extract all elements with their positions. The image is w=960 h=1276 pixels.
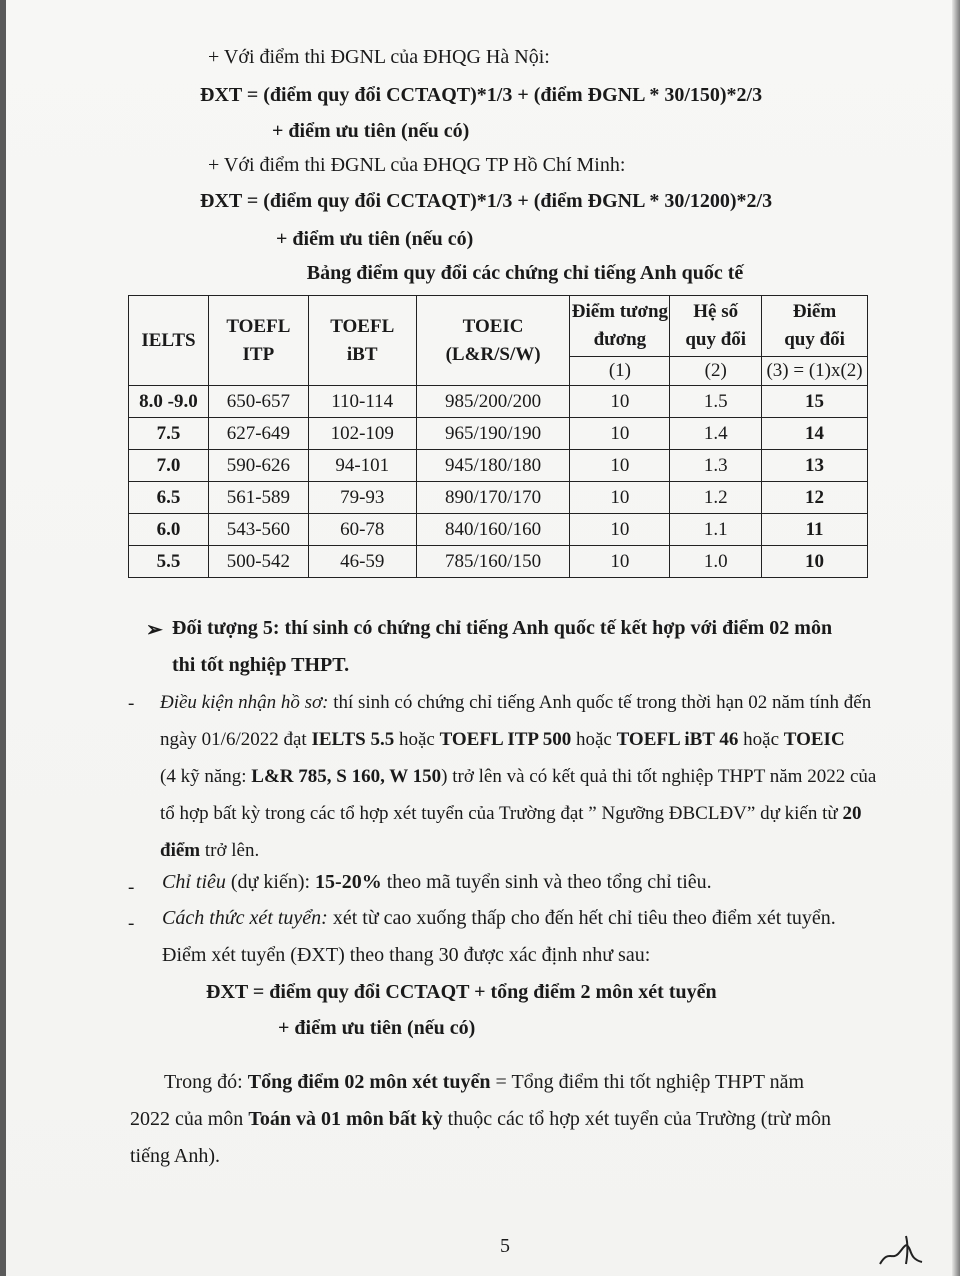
condition-paragraph: Điều kiện nhận hồ sơ: thí sinh có chứng chỉ tiếng Anh quốc tế trong thời hạn 02 năm tính đến ngày 01/6/2022 đạt IELTS 5.5 hoặc TOEFL ITP 500 hoặc TOEFL iBT 46 hoặc TOEIC (4 kỹ năng: L&R 785, S 160, W 150) trở lên và có kết quả thi tốt nghiệp THPT năm 2022 của tổ hợp bất kỳ trong các tổ hợp xét tuyển của Trường đạt ” Ngưỡng ĐBCLĐV” dự kiến từ 20 điểm trở lên. xyxy=(160,692,877,861)
cell-ielts: 6.5 xyxy=(129,482,209,514)
formula-hn-intro: + Với điểm thi ĐGNL của ĐHQG Hà Nội: xyxy=(208,46,550,68)
group5-bullet: ➢ xyxy=(146,619,163,641)
cell-converted-score: 11 xyxy=(762,514,868,546)
formula-hcm-line1: ĐXT = (điểm quy đổi CCTAQT)*1/3 + (điểm ĐGNL * 30/1200)*2/3 xyxy=(200,190,773,212)
table-row xyxy=(129,482,868,514)
cell-toefl-ibt: 46-59 xyxy=(308,546,416,578)
page-number: 5 xyxy=(500,1235,510,1257)
cell-ielts: 7.0 xyxy=(129,450,209,482)
cell-toeic: 785/160/150 xyxy=(416,546,570,578)
header-toeic: TOEIC (L&R/S/W) xyxy=(416,296,570,386)
cell-toefl-ibt: 60-78 xyxy=(308,514,416,546)
method-formula-line1: ĐXT = điểm quy đổi CCTAQT + tổng điểm 2 môn xét tuyển xyxy=(206,981,717,1003)
cell-converted-score: 13 xyxy=(762,450,868,482)
formula-hcm-line2: + điểm ưu tiên (nếu có) xyxy=(276,228,474,250)
formula-hcm-intro: + Với điểm thi ĐGNL của ĐHQG TP Hồ Chí Minh: xyxy=(208,154,626,176)
method-formula-line2: + điểm ưu tiên (nếu có) xyxy=(278,1017,476,1039)
cell-equivalent: 10 xyxy=(570,514,670,546)
cell-toefl-itp: 561-589 xyxy=(208,482,308,514)
signature-mark xyxy=(870,1230,930,1270)
formula-hn-line1: ĐXT = (điểm quy đổi CCTAQT)*1/3 + (điểm ĐGNL * 30/150)*2/3 xyxy=(200,84,763,106)
cell-converted-score: 10 xyxy=(762,546,868,578)
dash-method: - xyxy=(128,913,135,934)
cell-coefficient: 1.1 xyxy=(670,514,762,546)
condition-label: Điều kiện nhận hồ sơ: xyxy=(160,692,329,713)
cell-ielts: 8.0 -9.0 xyxy=(129,386,209,418)
cell-equivalent: 10 xyxy=(570,386,670,418)
table-row xyxy=(129,386,868,418)
cell-ielts: 7.5 xyxy=(129,418,209,450)
header-sub-3: (3) = (1)x(2) xyxy=(762,357,868,386)
cell-equivalent: 10 xyxy=(570,482,670,514)
cell-toefl-itp: 650-657 xyxy=(208,386,308,418)
header-converted: Điểm quy đổi xyxy=(762,296,868,357)
cell-converted-score: 12 xyxy=(762,482,868,514)
cell-toeic: 890/170/170 xyxy=(416,482,570,514)
cell-ielts: 6.0 xyxy=(129,514,209,546)
header-equivalent: Điểm tương đương xyxy=(570,296,670,357)
cell-equivalent: 10 xyxy=(570,418,670,450)
header-toefl-ibt: TOEFL iBT xyxy=(308,296,416,386)
table-title: Bảng điểm quy đổi các chứng chỉ tiếng Anh quốc tế xyxy=(306,262,744,284)
cell-ielts: 5.5 xyxy=(129,546,209,578)
conversion-table xyxy=(128,295,868,578)
cell-coefficient: 1.3 xyxy=(670,450,762,482)
note-paragraph: Trong đó: Tổng điểm 02 môn xét tuyển = Tổng điểm thi tốt nghiệp THPT năm 2022 của môn Toán và 01 môn bất kỳ thuộc các tổ hợp xét tuyển của Trường (trừ môn tiếng Anh). xyxy=(130,1071,831,1167)
table-row xyxy=(129,514,868,546)
header-ielts: IELTS xyxy=(129,296,209,386)
group5-heading-line2: thi tốt nghiệp THPT. xyxy=(172,654,350,676)
header-sub-2: (2) xyxy=(670,357,762,386)
cell-toefl-itp: 543-560 xyxy=(208,514,308,546)
cell-toefl-ibt: 79-93 xyxy=(308,482,416,514)
table-row xyxy=(129,546,868,578)
cell-toefl-itp: 627-649 xyxy=(208,418,308,450)
header-toefl-itp: TOEFL ITP xyxy=(208,296,308,386)
cell-toefl-ibt: 110-114 xyxy=(308,386,416,418)
dash-condition: - xyxy=(128,693,135,714)
table-row xyxy=(129,418,868,450)
table-row xyxy=(129,450,868,482)
cell-toefl-ibt: 102-109 xyxy=(308,418,416,450)
scan-edge-left xyxy=(0,0,6,1276)
header-sub-1: (1) xyxy=(570,357,670,386)
cell-toeic: 965/190/190 xyxy=(416,418,570,450)
method-paragraph: Cách thức xét tuyển: xét từ cao xuống thấp cho đến hết chỉ tiêu theo điểm xét tuyển. Điểm xét tuyển (ĐXT) theo thang 30 được xác định như sau: xyxy=(162,907,836,966)
cell-toefl-ibt: 94-101 xyxy=(308,450,416,482)
cell-converted-score: 14 xyxy=(762,418,868,450)
quota-paragraph: Chỉ tiêu (dự kiến): 15-20% theo mã tuyển sinh và theo tổng chỉ tiêu. xyxy=(162,871,712,893)
cell-equivalent: 10 xyxy=(570,546,670,578)
cell-coefficient: 1.2 xyxy=(670,482,762,514)
header-coefficient: Hệ số quy đổi xyxy=(670,296,762,357)
formula-hn-line2: + điểm ưu tiên (nếu có) xyxy=(272,120,470,142)
scan-edge-right xyxy=(952,0,960,1276)
cell-equivalent: 10 xyxy=(570,450,670,482)
group5-heading-line1: Đối tượng 5: thí sinh có chứng chỉ tiếng Anh quốc tế kết hợp với điểm 02 môn xyxy=(172,617,833,639)
quota-label: Chỉ tiêu xyxy=(162,871,226,893)
dash-quota: - xyxy=(128,877,135,898)
cell-toeic: 985/200/200 xyxy=(416,386,570,418)
cell-toeic: 945/180/180 xyxy=(416,450,570,482)
cell-coefficient: 1.0 xyxy=(670,546,762,578)
cell-converted-score: 15 xyxy=(762,386,868,418)
cell-toefl-itp: 590-626 xyxy=(208,450,308,482)
cell-toefl-itp: 500-542 xyxy=(208,546,308,578)
cell-coefficient: 1.4 xyxy=(670,418,762,450)
method-label: Cách thức xét tuyển: xyxy=(162,907,328,929)
cell-toeic: 840/160/160 xyxy=(416,514,570,546)
cell-coefficient: 1.5 xyxy=(670,386,762,418)
